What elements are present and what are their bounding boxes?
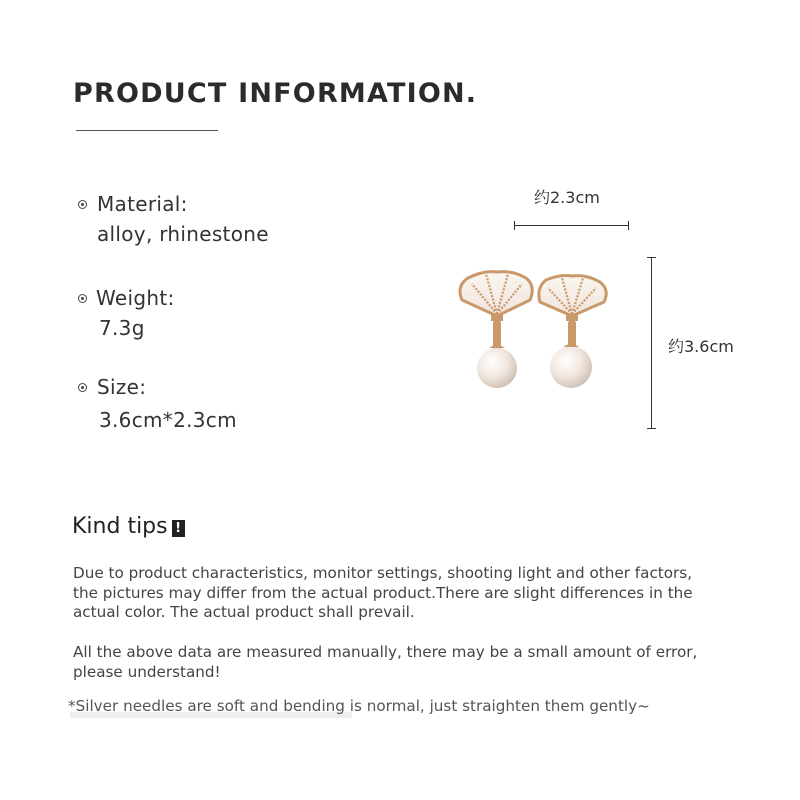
width-dimension-line	[514, 225, 629, 226]
bullet-icon	[78, 383, 87, 392]
width-dimension-cap-right	[628, 221, 629, 230]
width-dimension-cap-left	[514, 221, 515, 230]
spec-label-weight: Weight:	[96, 286, 175, 310]
width-dimension-label: 约2.3cm	[534, 188, 600, 207]
spec-label-material: Material:	[97, 192, 188, 216]
height-dimension-label: 约3.6cm	[668, 337, 734, 356]
tips-paragraph-1: Due to product characteristics, monitor settings, shooting light and other factors, the pictures may differ from the actual product.There are slight differences in the actual color. The actual product shall prevail.	[73, 564, 693, 621]
warning-icon: !	[172, 520, 185, 537]
height-dimension-line	[651, 257, 652, 429]
product-image-earrings	[450, 262, 620, 398]
kind-tips-heading	[72, 514, 185, 539]
spec-value-size: 3.6cm*2.3cm	[99, 408, 237, 432]
tips-note: *Silver needles are soft and bending is normal, just straighten them gently~	[68, 697, 650, 715]
spec-value-weight: 7.3g	[99, 316, 145, 340]
height-dimension-cap-top	[647, 257, 656, 258]
page-title: PRODUCT INFORMATION.	[73, 78, 478, 109]
spec-value-material: alloy, rhinestone	[97, 222, 269, 246]
bullet-icon	[78, 294, 87, 303]
title-underline	[76, 130, 218, 131]
height-dimension-cap-bottom	[647, 428, 656, 429]
bullet-icon	[78, 200, 87, 209]
earring-left	[460, 272, 532, 388]
spec-label-size: Size:	[97, 375, 147, 399]
kind-tips-title: Kind tips	[72, 514, 168, 539]
earring-right	[539, 276, 606, 389]
tips-paragraph-2: All the above data are measured manually, there may be a small amount of error, please understand!	[73, 643, 698, 681]
